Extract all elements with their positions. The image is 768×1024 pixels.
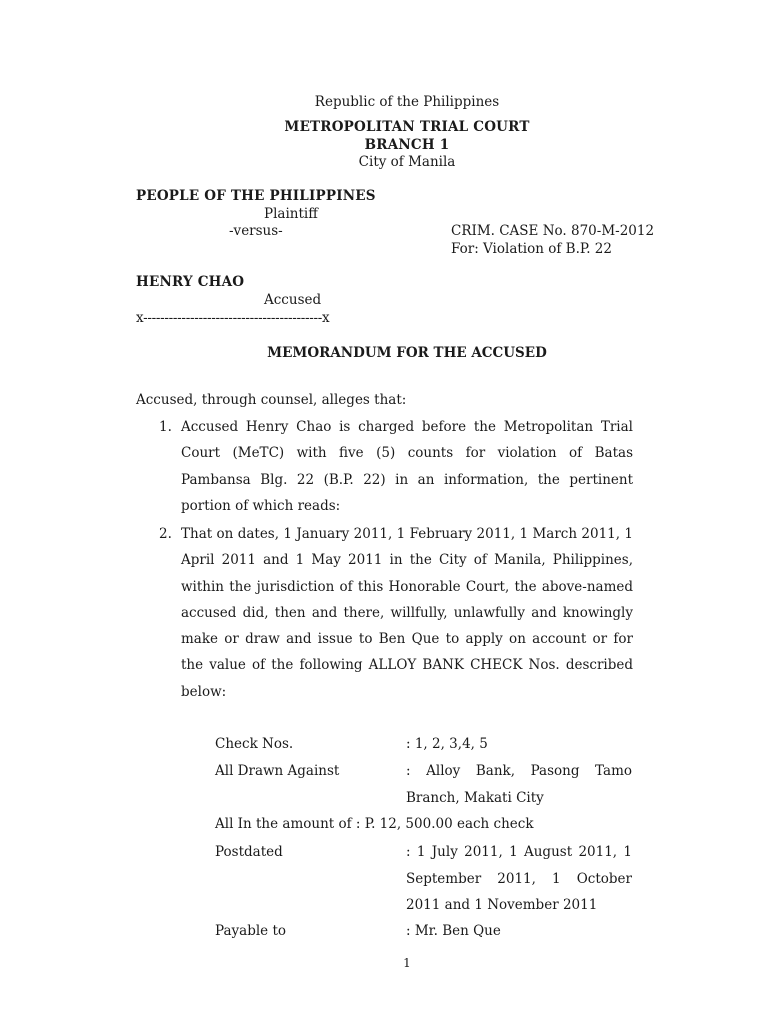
paragraph-text: Accused Henry Chao is charged before the Metropolitan Trial Court (MeTC) with five (5) counts for violation of Batas Pambansa Blg. 22 (B.P. 22) in an information, the pertinent portion of which reads: [181,419,633,514]
accused-role: Accused [264,292,322,308]
plaintiff-name: PEOPLE OF THE PHILIPPINES [136,188,376,204]
document-title: MEMORANDUM FOR THE ACCUSED [267,345,547,361]
check-detail-label: Postdated [215,844,283,860]
check-detail-label: All In the amount of : P. 12, 500.00 each check [215,816,534,832]
check-detail-label: All Drawn Against [215,763,340,779]
plaintiff-role: Plaintiff [264,206,318,222]
page-number: 1 [403,956,411,970]
accused-name: HENRY CHAO [136,274,245,290]
court-city: City of Manila [358,154,456,170]
paragraph-number: 1. [159,419,172,435]
republic-heading: Republic of the Philippines [314,94,500,110]
check-detail-value: : Mr. Ben Que [406,923,501,939]
court-name: METROPOLITAN TRIAL COURT [284,119,530,135]
paragraph-number: 2. [159,526,172,542]
check-detail-value: : 1 July 2011, 1 August 2011, 1 September 2011, 1 October 2011 and 1 November 2011 [406,844,632,913]
intro-line: Accused, through counsel, alleges that: [136,392,407,408]
branch-name: BRANCH 1 [364,137,450,153]
check-detail-value: : 1, 2, 3,4, 5 [406,736,488,752]
caption-separator: x------------------------------------------x [136,310,330,326]
paragraph-text: That on dates, 1 January 2011, 1 February 2011, 1 March 2011, 1 April 2011 and 1 May 2011 in the City of Manila, Philippines, within the jurisdiction of this Honorable Court, the above-named accused did, then and there, willfully, unlawfully and knowingly make or draw and issue to Ben Que to apply on account or for the value of the following ALLOY BANK CHECK Nos. described below: [181,526,633,700]
check-detail-value: : Alloy Bank, Pasong Tamo Branch, Makati City [406,763,632,806]
check-detail-label: Check Nos. [215,736,294,752]
check-detail-label: Payable to [215,923,286,939]
versus-label: -versus- [229,223,283,239]
case-number: CRIM. CASE No. 870-M-2012 [451,223,655,239]
case-charge: For: Violation of B.P. 22 [451,241,612,257]
